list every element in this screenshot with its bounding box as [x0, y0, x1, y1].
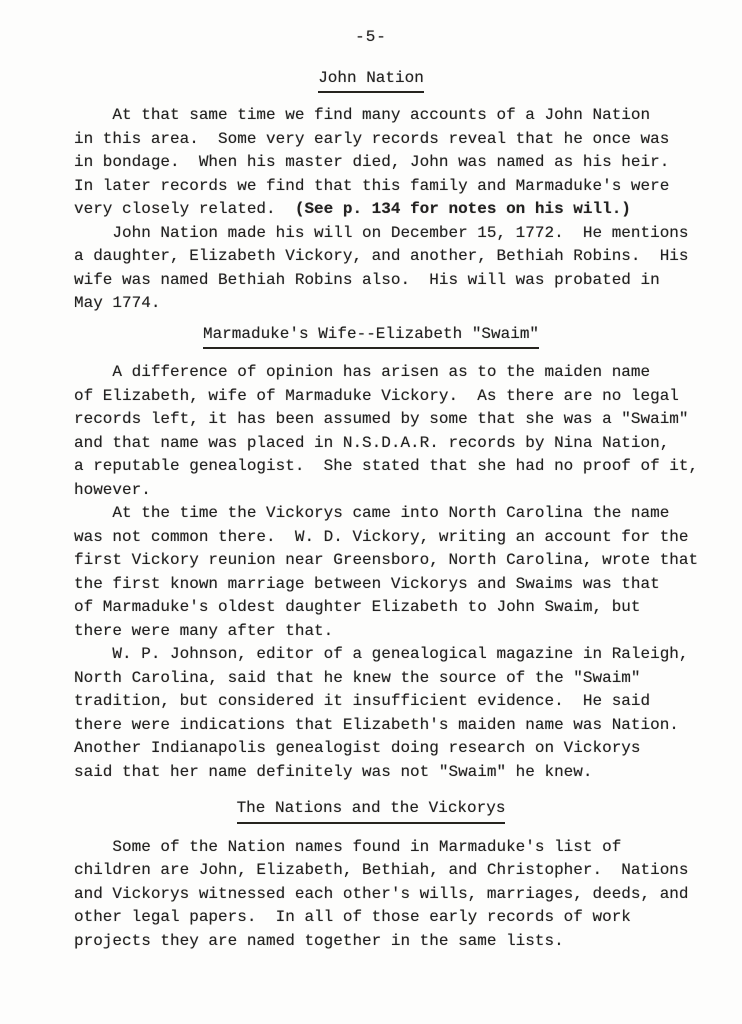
text-line: wife was named Bethiah Robins also. His will was probated in — [74, 270, 660, 289]
paragraph — [74, 361, 702, 502]
page-number: -5- — [355, 28, 387, 46]
heading-row — [40, 67, 702, 94]
text-line: in this area. Some very early records reveal that he once was — [74, 129, 670, 148]
section-marmadukes-wife — [74, 323, 702, 785]
text-line: Another Indianapolis genealogist doing research on Vickorys — [74, 739, 641, 757]
paragraph — [74, 502, 702, 643]
text-line: In later records we find that this family and Marmaduke's were — [74, 176, 670, 195]
heading-row — [40, 797, 702, 824]
text-line: very closely related. (See p. 134 for notes on his will.) — [74, 200, 631, 218]
text-line: there were indications that Elizabeth's maiden name was Nation. — [74, 715, 679, 734]
text-line: was not common there. W. D. Vickory, writing an account for the — [74, 527, 689, 546]
paragraph — [74, 836, 702, 954]
paragraph — [74, 104, 702, 222]
text-line: and Vickorys witnessed each other's wills, marriages, deeds, and — [74, 884, 689, 903]
text-line: children are John, Elizabeth, Bethiah, and Christopher. Nations — [74, 861, 689, 879]
section-heading: Marmaduke's Wife--Elizabeth "Swaim" — [203, 323, 539, 350]
text-line: there were many after that. — [74, 621, 334, 640]
section-heading: John Nation — [318, 67, 424, 94]
text-line: projects they are named together in the same lists. — [74, 931, 564, 950]
paragraph — [74, 222, 702, 316]
text-line: in bondage. When his master died, John was named as his heir. — [74, 153, 670, 171]
heading-row — [40, 323, 702, 350]
text-line: records left, it has been assumed by some that she was a "Swaim" — [74, 410, 689, 428]
text-line: tradition, but considered it insufficient evidence. He said — [74, 692, 651, 710]
text-line: a reputable genealogist. She stated that she had no proof of it, — [74, 457, 699, 475]
text-line: At that same time we find many accounts of a John Nation — [74, 106, 651, 124]
paragraph — [74, 643, 702, 784]
section-john-nation — [74, 67, 702, 316]
section-heading: The Nations and the Vickorys — [237, 797, 506, 824]
text-line: first Vickory reunion near Greensboro, North Carolina, wrote that — [74, 551, 699, 569]
text-line: the first known marriage between Vickorys and Swaims was that — [74, 574, 660, 593]
text-line: At the time the Vickorys came into North Carolina the name — [74, 504, 670, 522]
section-nations-and-vickorys — [74, 797, 702, 953]
text-line: of Marmaduke's oldest daughter Elizabeth to John Swaim, but — [74, 598, 641, 616]
text-line: and that name was placed in N.S.D.A.R. records by Nina Nation, — [74, 433, 670, 452]
text-line: however. — [74, 480, 151, 499]
text-line: Some of the Nation names found in Marmaduke's list of — [74, 837, 622, 856]
text-line: A difference of opinion has arisen as to the maiden name — [74, 363, 651, 381]
text-line: of Elizabeth, wife of Marmaduke Vickory. As there are no legal — [74, 386, 679, 405]
text-line: North Carolina, said that he knew the source of the "Swaim" — [74, 668, 641, 687]
text-line: said that her name definitely was not "Swaim" he knew. — [74, 762, 593, 781]
text-line: John Nation made his will on December 15, 1772. He mentions — [74, 223, 689, 242]
text-line: May 1774. — [74, 294, 161, 312]
text-line: other legal papers. In all of those early records of work — [74, 908, 631, 926]
text-line: W. P. Johnson, editor of a genealogical magazine in Raleigh, — [74, 645, 689, 663]
text-line: a daughter, Elizabeth Vickory, and another, Bethiah Robins. His — [74, 247, 689, 265]
